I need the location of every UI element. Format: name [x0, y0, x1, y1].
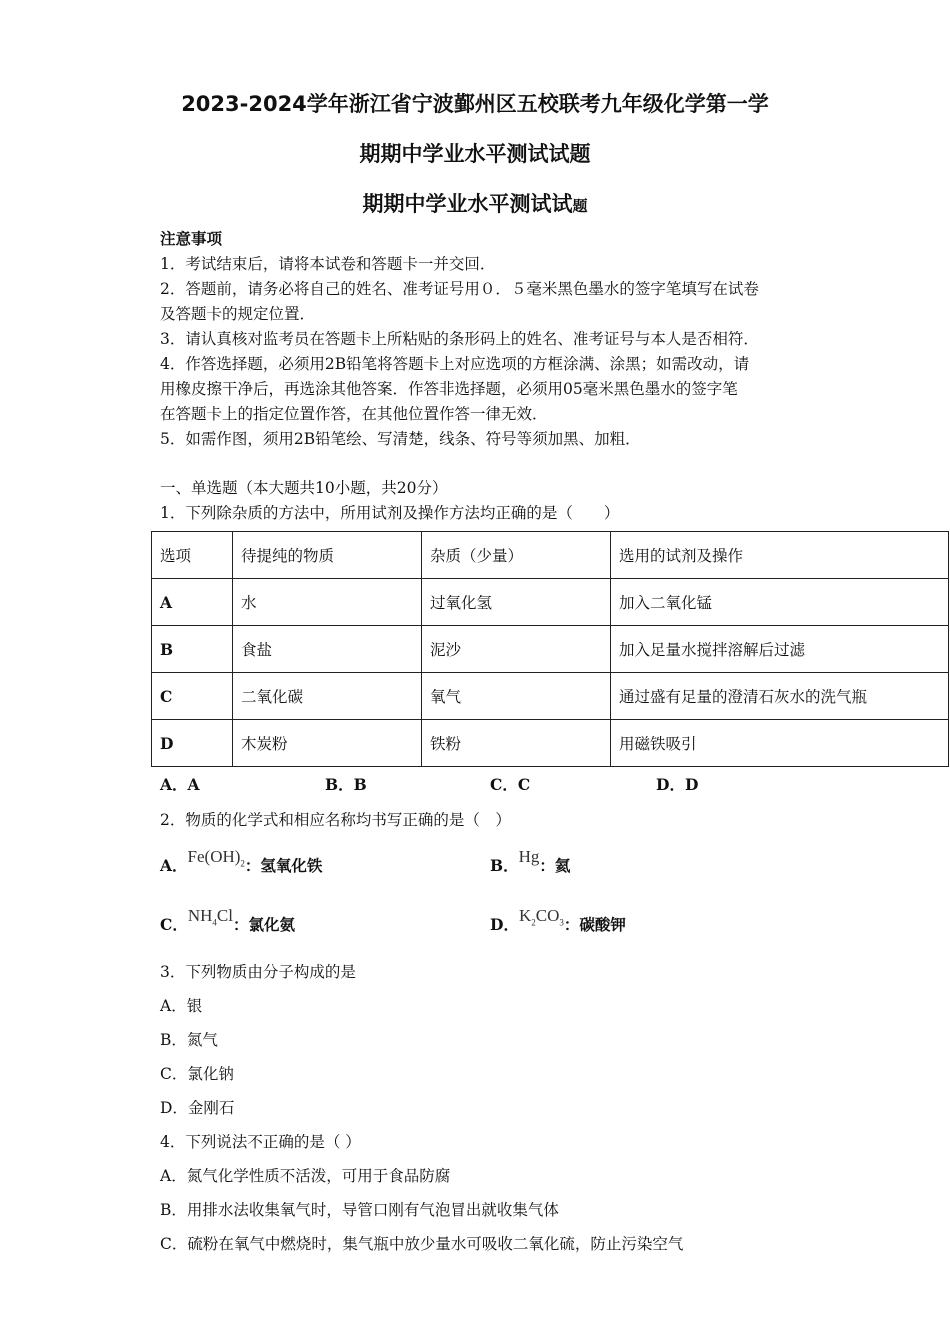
q2-option-b [490, 847, 571, 876]
table-row [152, 720, 949, 767]
table-header-cell: 待提纯的物质 [233, 532, 422, 579]
table-cell: B [152, 626, 233, 673]
document-title-line3 [0, 188, 950, 218]
option-name: ：碳酸钾 [563, 915, 626, 934]
notice-item: 4．作答选择题，必须用2B铅笔将答题卡上对应选项的方框涂满、涂黑；如需改动，请 [160, 355, 750, 373]
q1-option-d: D．D [656, 775, 699, 794]
option-name: ：氯化氨 [232, 915, 295, 934]
section-heading: 一、单选题（本大题共10小题，共20分） [160, 479, 448, 497]
q3-option-a: A．银 [160, 997, 203, 1015]
table-cell: 木炭粉 [233, 720, 422, 767]
table-row [152, 673, 949, 720]
option-label: C． [160, 915, 188, 934]
table-header-cell: 选用的试剂及操作 [611, 532, 949, 579]
chemical-formula: $K_2CO_3$ [518, 906, 564, 928]
document-title-line2: 期期中学业水平测试试题 [359, 142, 591, 166]
option-label: A． [160, 856, 188, 875]
table-row [152, 626, 949, 673]
table-cell: D [152, 720, 233, 767]
q1-option-b: B．B [325, 775, 367, 794]
notice-item: 1．考试结束后，请将本试卷和答题卡一并交回． [160, 255, 496, 273]
table-header-cell: 选项 [152, 532, 233, 579]
option-label: D． [490, 915, 519, 934]
notice-item: 3．请认真核对监考员在答题卡上所粘贴的条形码上的姓名、准考证号与本人是否相符． [160, 330, 759, 348]
title-line3-main: 期期中学业水平测试试 [362, 192, 573, 216]
option-name: ：氦 [539, 856, 571, 875]
q4-option-b: B．用排水法收集氧气时，导管口刚有气泡冒出就收集气体 [160, 1201, 559, 1219]
q2-option-a [160, 847, 323, 877]
notice-item: 5．如需作图，须用2B铅笔绘、写清楚，线条、符号等须加黑、加粗． [160, 430, 641, 448]
table-header-row [152, 532, 949, 579]
q3-option-c: C．氯化钠 [160, 1065, 234, 1083]
chemical-formula: $Fe(OH)_2$ [187, 847, 245, 869]
table-cell: 加入足量水搅拌溶解后过滤 [611, 626, 949, 673]
q1-option-a: A．A [160, 775, 200, 794]
notice-item: 2．答题前，请务必将自己的姓名、准考证号用０．５毫米黑色墨水的签字笔填写在试卷 [160, 280, 759, 298]
q4-stem: 4．下列说法不正确的是（ ） [160, 1133, 361, 1151]
table-row [152, 579, 949, 626]
q1-table [151, 531, 949, 767]
table-cell: 泥沙 [422, 626, 611, 673]
chemical-formula: $NH_4Cl$ [187, 906, 233, 928]
title-line3-small: 题 [572, 197, 588, 215]
q2-stem: 2．物质的化学式和相应名称均书写正确的是（ ） [160, 811, 511, 829]
table-cell: 铁粉 [422, 720, 611, 767]
chemical-formula: Hg [518, 847, 540, 866]
table-cell: 氧气 [422, 673, 611, 720]
table-header-cell: 杂质（少量） [422, 532, 611, 579]
q4-option-a: A．氮气化学性质不活泼，可用于食品防腐 [160, 1167, 451, 1185]
q1-stem: 1．下列除杂质的方法中，所用试剂及操作方法均正确的是（ ） [160, 504, 620, 522]
q3-stem: 3．下列物质由分子构成的是 [160, 963, 356, 981]
table-cell: 通过盛有足量的澄清石灰水的洗气瓶 [611, 673, 949, 720]
table-cell: 用磁铁吸引 [611, 720, 949, 767]
option-name: ：氢氧化铁 [244, 856, 323, 875]
table-cell: 过氧化氢 [422, 579, 611, 626]
q3-option-b: B．氮气 [160, 1031, 218, 1049]
notice-item: 用橡皮擦干净后，再选涂其他答案．作答非选择题，必须用05毫米黑色墨水的签字笔 [160, 380, 738, 398]
document-title-line1: 2023-2024学年浙江省宁波鄞州区五校联考九年级化学第一学 [181, 92, 769, 116]
table-cell: 水 [233, 579, 422, 626]
q2-option-d [490, 906, 626, 936]
notice-heading: 注意事项 [160, 229, 223, 248]
q4-option-c: C．硫粉在氧气中燃烧时，集气瓶中放少量水可吸收二氧化硫，防止污染空气 [160, 1235, 684, 1253]
table-cell: C [152, 673, 233, 720]
option-label: B． [490, 856, 519, 875]
notice-item: 及答题卡的规定位置． [160, 305, 316, 323]
table-cell: 食盐 [233, 626, 422, 673]
table-cell: 二氧化碳 [233, 673, 422, 720]
q1-option-c: C．C [490, 775, 531, 794]
q2-option-c [160, 906, 295, 936]
notice-item: 在答题卡上的指定位置作答，在其他位置作答一律无效． [160, 405, 548, 423]
q3-option-d: D．金刚石 [160, 1099, 235, 1117]
table-cell: A [152, 579, 233, 626]
table-cell: 加入二氧化锰 [611, 579, 949, 626]
